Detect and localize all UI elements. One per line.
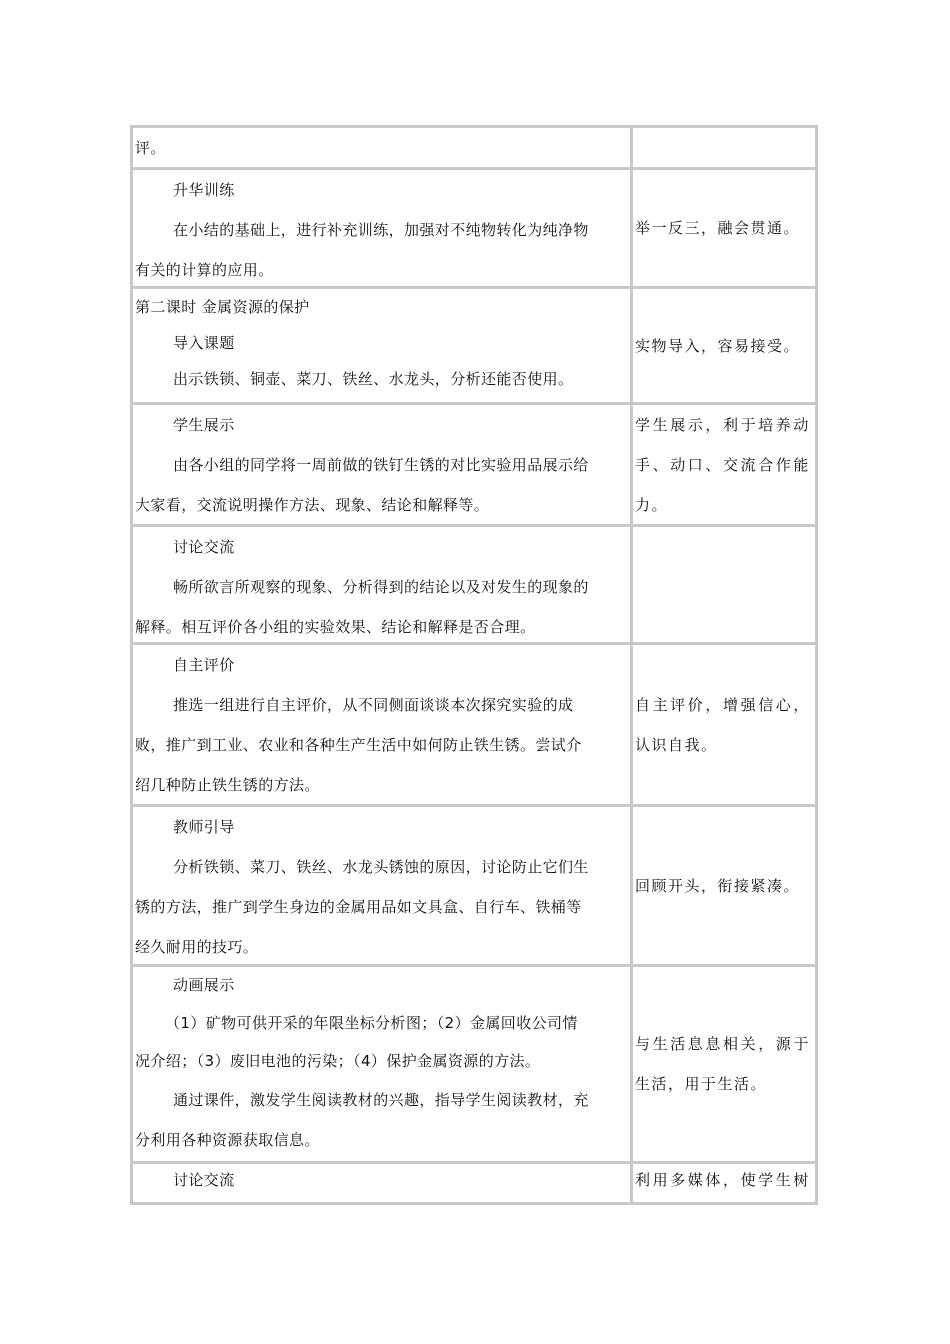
cell-text: 绍几种防止铁生锈的方法。 — [135, 776, 320, 794]
process-cell — [133, 128, 633, 167]
intent-text: 学生展示，利于培养动 — [635, 416, 812, 434]
lesson-title: 第二课时 金属资源的保护 — [135, 298, 310, 316]
intent-cell — [633, 128, 815, 167]
cell-text: 解释。相互评价各小组的实验效果、结论和解释是否合理。 — [135, 618, 536, 636]
table-row — [133, 645, 815, 807]
cell-text: 大家看，交流说明操作方法、现象、结论和解释等。 — [135, 496, 490, 514]
cell-text: 分利用各种资源获取信息。 — [135, 1131, 320, 1149]
cell-text: 有关的计算的应用。 — [135, 261, 274, 279]
intent-cell — [633, 645, 815, 804]
intent-text: 自主评价，增强信心， — [635, 695, 812, 714]
cell-text: 通过课件，激发学生阅读教材的兴趣，指导学生阅读教材，充 — [173, 1091, 589, 1109]
section-heading: 讨论交流 — [173, 538, 235, 556]
cell-text: 推选一组进行自主评价，从不同侧面谈谈本次探究实验的成 — [173, 696, 574, 714]
process-cell — [133, 967, 633, 1161]
cell-text: 由各小组的同学将一周前做的铁钉生锈的对比实验用品展示给 — [173, 456, 589, 474]
lesson-plan-table — [130, 125, 818, 1205]
intent-text: 举一反三，融会贯通。 — [635, 219, 801, 237]
cell-text: 锈的方法，推广到学生身边的金属用品如文具盒、自行车、铁桶等 — [135, 898, 582, 916]
intent-cell — [633, 527, 815, 642]
intent-cell — [633, 1164, 815, 1202]
cell-text: 在小结的基础上，进行补充训练，加强对不纯物转化为纯净物 — [173, 221, 589, 239]
section-heading: 学生展示 — [173, 416, 235, 434]
process-cell — [133, 405, 633, 524]
process-cell — [133, 645, 633, 804]
table-row — [133, 170, 815, 289]
cell-text: 况介绍；（3）废旧电池的污染；（4）保护金属资源的方法。 — [135, 1052, 541, 1070]
cell-text: 分析铁锁、菜刀、铁丝、水龙头锈蚀的原因，讨论防止它们生 — [173, 858, 589, 876]
cell-text: 经久耐用的技巧。 — [135, 938, 259, 956]
intent-cell — [633, 807, 815, 964]
intent-text: 认识自我。 — [635, 735, 718, 754]
section-heading: 动画展示 — [173, 976, 235, 994]
section-heading: 自主评价 — [173, 656, 235, 674]
intent-text: 利用多媒体，使学生树 — [635, 1171, 812, 1189]
table-row — [133, 405, 815, 527]
intent-cell — [633, 289, 815, 402]
intent-text: 与生活息息相关，源于 — [635, 1035, 812, 1053]
table-row — [133, 807, 815, 967]
intent-text: 生活，用于生活。 — [635, 1075, 768, 1093]
process-cell — [133, 1164, 633, 1202]
section-heading: 升华训练 — [173, 181, 235, 199]
intent-text: 回顾开头，衔接紧凑。 — [635, 876, 801, 895]
process-cell — [133, 289, 633, 402]
section-heading: 教师引导 — [173, 818, 235, 836]
intent-cell — [633, 967, 815, 1161]
table-row — [133, 289, 815, 405]
section-heading: 导入课题 — [173, 334, 235, 352]
cell-text: 评。 — [135, 139, 166, 157]
intent-cell — [633, 405, 815, 524]
cell-text: 败，推广到工业、农业和各种生产生活中如何防止铁生锈。尝试介 — [135, 736, 582, 754]
table-row — [133, 527, 815, 645]
table-row — [133, 128, 815, 170]
table-row — [133, 1164, 815, 1202]
intent-text: 手、动口、交流合作能 — [635, 456, 812, 474]
section-heading: 讨论交流 — [173, 1171, 235, 1189]
cell-text: 畅所欲言所观察的现象、分析得到的结论以及对发生的现象的 — [173, 578, 589, 596]
intent-cell — [633, 170, 815, 286]
intent-text: 力。 — [635, 496, 669, 514]
cell-text: （1）矿物可供开采的年限坐标分析图；（2）金属回收公司情 — [165, 1014, 578, 1032]
intent-text: 实物导入，容易接受。 — [635, 336, 801, 355]
cell-text: 出示铁锁、铜壶、菜刀、铁丝、水龙头，分析还能否使用。 — [173, 370, 574, 388]
table-row — [133, 967, 815, 1164]
process-cell — [133, 170, 633, 286]
process-cell — [133, 527, 633, 642]
process-cell — [133, 807, 633, 964]
